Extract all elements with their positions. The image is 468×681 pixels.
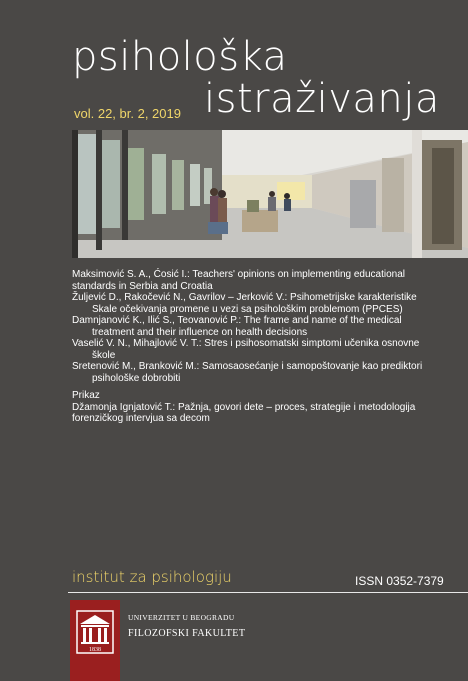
volume-info: vol. 22, br. 2, 2019 xyxy=(74,106,181,121)
university-logo xyxy=(70,600,120,681)
entry-line2: Skale očekivanja promene u vezi sa psihološkim problemom (PPCES) xyxy=(92,303,403,315)
entry-line2: treatment and their influence on health decisions xyxy=(92,326,308,338)
list-item xyxy=(72,315,452,338)
university-building-icon xyxy=(76,610,114,654)
entry-line1: Maksimović S. A., Ćosić I.: Teachers' opinions on implementing educational xyxy=(72,269,405,280)
list-item xyxy=(72,338,452,361)
list-item xyxy=(72,361,452,384)
entry-line1: Žuljević D., Rakočević N., Gavrilov – Jerković V.: Psihometrijske karakteristike xyxy=(72,292,417,303)
issn-number: ISSN 0352-7379 xyxy=(355,574,444,588)
journal-title-line1: psihološka xyxy=(72,34,288,80)
entry-line1: Džamonja Ignjatović T.: Pažnja, govori dete – proces, strategije i metodologija xyxy=(72,401,416,413)
list-item xyxy=(72,402,452,425)
list-item xyxy=(72,292,452,315)
entry-line2: forenzičkog intervjua sa decom xyxy=(72,413,210,424)
entry-line1: Damnjanović K., Ilić S., Teovanović P.: The frame and name of the medical xyxy=(72,315,402,326)
entry-line1: Vaselić V. N., Mihajlović V. T.: Stres i psihosomatski simptomi učenika osnovne xyxy=(72,338,420,349)
cover-photo-hallway xyxy=(72,130,468,258)
entry-line2: psihološke dobrobiti xyxy=(92,372,181,384)
faculty-name: FILOZOFSKI FAKULTET xyxy=(128,628,246,639)
publisher-name: institut za psihologiju xyxy=(72,568,232,586)
journal-title-line2: istraživanja xyxy=(204,76,440,122)
entry-line2: škole xyxy=(92,349,116,361)
divider xyxy=(68,592,468,593)
list-item xyxy=(72,269,452,292)
table-of-contents xyxy=(72,269,452,425)
university-name: UNIVERZITET U BEOGRADU xyxy=(128,613,235,622)
entry-line1: Sretenović M., Branković M.: Samosaosećanje i samopoštovanje kao prediktori xyxy=(72,361,423,372)
entry-line2: standards in Serbia and Croatia xyxy=(72,280,213,292)
logo-year: 1838 xyxy=(89,647,101,653)
review-section-label: Prikaz xyxy=(72,390,100,401)
